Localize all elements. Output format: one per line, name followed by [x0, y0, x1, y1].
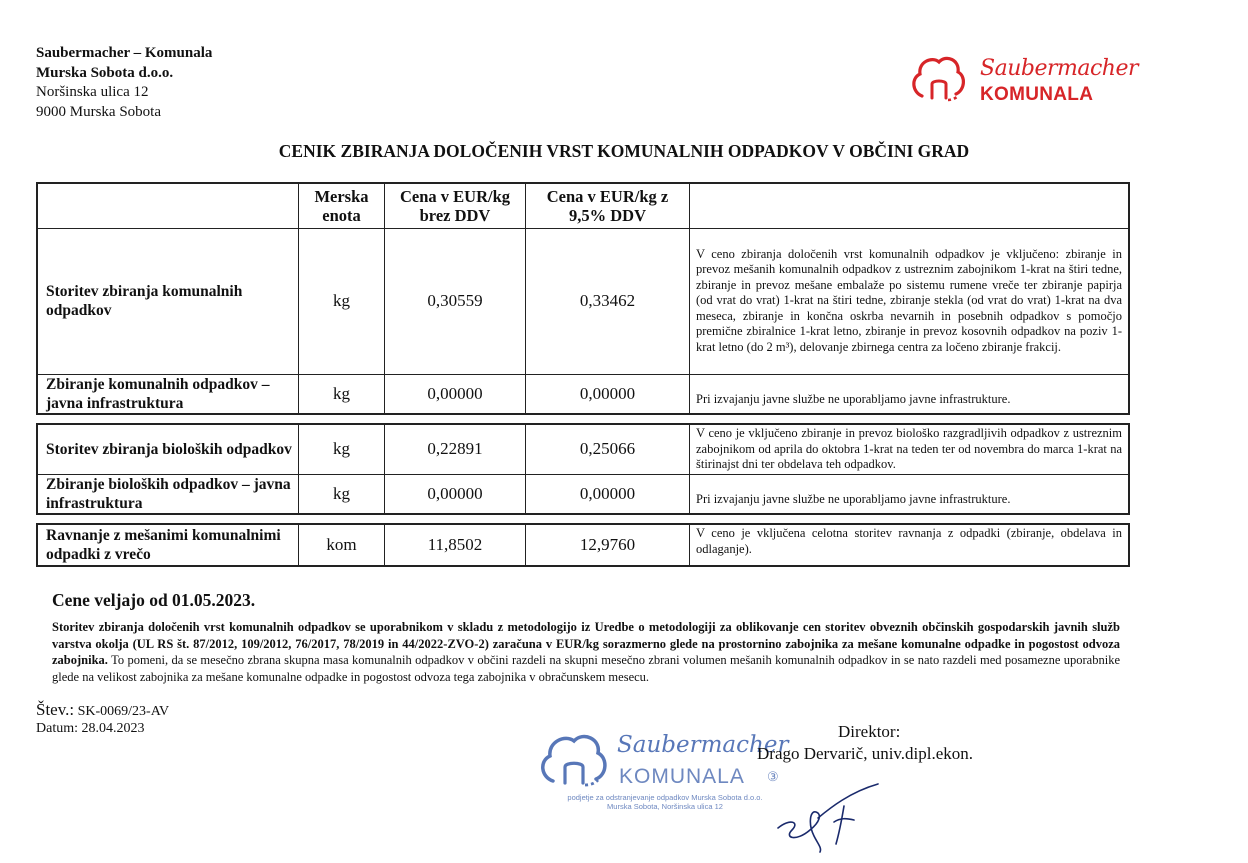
unit-cell: kom — [299, 524, 385, 566]
stamp-text-line1: podjetje za odstranjevanje odpadkov Murska Sobota d.o.o. — [567, 793, 763, 802]
document-title: CENIK ZBIRANJA DOLOČENIH VRST KOMUNALNIH ODPADKOV V OBČINI GRAD — [278, 141, 970, 161]
unit-cell: kg — [299, 228, 385, 374]
service-name: Storitev zbiranja komunalnih odpadkov — [37, 228, 299, 374]
price-no-vat-cell: 0,30559 — [385, 228, 526, 374]
header-price-vat: Cena v EUR/kg z 9,5% DDV — [526, 183, 690, 228]
price-no-vat-cell: 0,00000 — [385, 474, 526, 514]
table-header-row — [37, 183, 1129, 228]
company-logo — [908, 48, 1148, 110]
unit-cell: kg — [299, 474, 385, 514]
table-row — [37, 424, 1129, 474]
note-cell: Pri izvajanju javne službe ne uporabljamo javne infrastrukture. — [690, 474, 1130, 514]
signature-icon — [770, 778, 890, 853]
service-name: Storitev zbiranja bioloških odpadkov — [37, 424, 299, 474]
document-number-label: Štev.: — [36, 700, 75, 719]
note-cell: V ceno je vključeno zbiranje in prevoz biološko razgradljivih odpadkov z ustreznim zabojnikom od aprila do oktobra 1-krat na teden ter od novembra do marca 1-krat na štirinajst dni ter obdelava teh odpadkov. — [690, 424, 1130, 474]
paragraph-bold-part: Storitev zbiranja določenih vrst komunalnih odpadkov se uporabnikom v skladu z metodologijo iz Uredbe o metodologiji za oblikovanje cen storitev obveznih občinskih gospodarskih javnih služb varstva okolja (UL RS št. 87/2012, 109/2012, 76/2017, 78/2019 in 44/2022-ZVO-2) zaračuna v EUR/kg sorazmerno glede na prostornino zabojnika za mešane komunalne odpadke in pogostost odvoza zabojnika. — [52, 620, 1120, 667]
unit-cell: kg — [299, 424, 385, 474]
price-table-3 — [36, 523, 1130, 567]
price-table-2 — [36, 423, 1130, 515]
company-name-line2: Murska Sobota d.o.o. — [36, 64, 174, 81]
document-date: Datum: 28.04.2023 — [36, 721, 145, 736]
stamp-small-text — [535, 793, 795, 811]
service-name: Ravnanje z mešanimi komunalnimi odpadki z vrečo — [37, 524, 299, 566]
company-stamp — [535, 725, 795, 815]
header-empty-cell — [37, 183, 299, 228]
document-meta — [36, 701, 169, 737]
company-address — [36, 44, 212, 122]
stamp-brand-text: Saubermacher — [617, 732, 789, 758]
service-name: Zbiranje bioloških odpadkov – javna infrastruktura — [37, 474, 299, 514]
table-row — [37, 474, 1129, 514]
table-row — [37, 524, 1129, 566]
table-row — [37, 374, 1129, 414]
price-no-vat-cell: 0,00000 — [385, 374, 526, 414]
document-number: SK-0069/23-AV — [74, 704, 170, 719]
director-title: Direktor: — [838, 722, 901, 741]
saubermacher-logo-icon — [908, 48, 970, 110]
note-cell: V ceno zbiranja določenih vrst komunalnih odpadkov je vključeno: zbiranje in prevoz mešanih komunalnih odpadkov z ustreznim zabojnikom 1-krat na štiri tedne, zbiranje in prevoz mešane embalaže po sistemu rumene vreče ter zbiranje papirja (od vrat do vrat) 1-krat na štiri tedne, zbiranje stekla (od vrat do vrat) 1-krat na dva meseca, zbiranje in končna oskrba nevarnih in posebnih odpadkov s pomočjo premične zbiralnice 1-krat letno, zbiranje in prevoz kosovnih odpadkov na poziv 1-krat letno (do 2 m³), delovanje zbirnega centra za ločeno zbiranje frakcij. — [690, 228, 1130, 374]
validity-text: Cene veljajo od 01.05.2023. — [52, 590, 256, 610]
header-note-empty — [690, 183, 1130, 228]
company-name-line1: Saubermacher – Komunala — [36, 45, 213, 61]
price-vat-cell: 0,33462 — [526, 228, 690, 374]
explanation-paragraph — [52, 619, 1120, 685]
director-name: Drago Dervarič, univ.dipl.ekon. — [757, 744, 974, 763]
company-city: 9000 Murska Sobota — [36, 103, 161, 120]
price-no-vat-cell: 0,22891 — [385, 424, 526, 474]
table-row — [37, 228, 1129, 374]
logo-brand-text: Saubermacher — [980, 56, 1138, 81]
header-unit: Merska enota — [299, 183, 385, 228]
company-street: Noršinska ulica 12 — [36, 84, 149, 100]
stamp-logo-icon — [535, 725, 615, 793]
price-vat-cell: 12,9760 — [526, 524, 690, 566]
price-vat-cell: 0,25066 — [526, 424, 690, 474]
service-name: Zbiranje komunalnih odpadkov – javna infrastruktura — [37, 374, 299, 414]
price-no-vat-cell: 11,8502 — [385, 524, 526, 566]
stamp-registered-mark: ③ — [767, 769, 779, 784]
paragraph-normal-part: To pomeni, da se mesečno zbrana skupna masa komunalnih odpadkov v občini razdeli na skupni mesečno zbrani volumen mešanih komunalnih odpadkov in se nato razdeli med posamezne uporabnike glede na velikost zabojnika za mešane komunalne odpadke in pogostost odvoza tega zabojnika v obračunskem mesecu. — [52, 653, 1120, 684]
stamp-sub-text: KOMUNALA — [619, 765, 745, 788]
price-vat-cell: 0,00000 — [526, 374, 690, 414]
note-cell: V ceno je vključena celotna storitev ravnanja z odpadki (zbiranje, obdelava in odlaganje). — [690, 524, 1130, 566]
unit-cell: kg — [299, 374, 385, 414]
header-price-no-vat: Cena v EUR/kg brez DDV — [385, 183, 526, 228]
stamp-text-line2: Murska Sobota, Noršinska ulica 12 — [607, 802, 723, 811]
note-cell: Pri izvajanju javne službe ne uporabljamo javne infrastrukture. — [690, 374, 1130, 414]
price-vat-cell: 0,00000 — [526, 474, 690, 514]
price-table-1 — [36, 182, 1130, 415]
logo-sub-text: KOMUNALA — [980, 84, 1094, 105]
